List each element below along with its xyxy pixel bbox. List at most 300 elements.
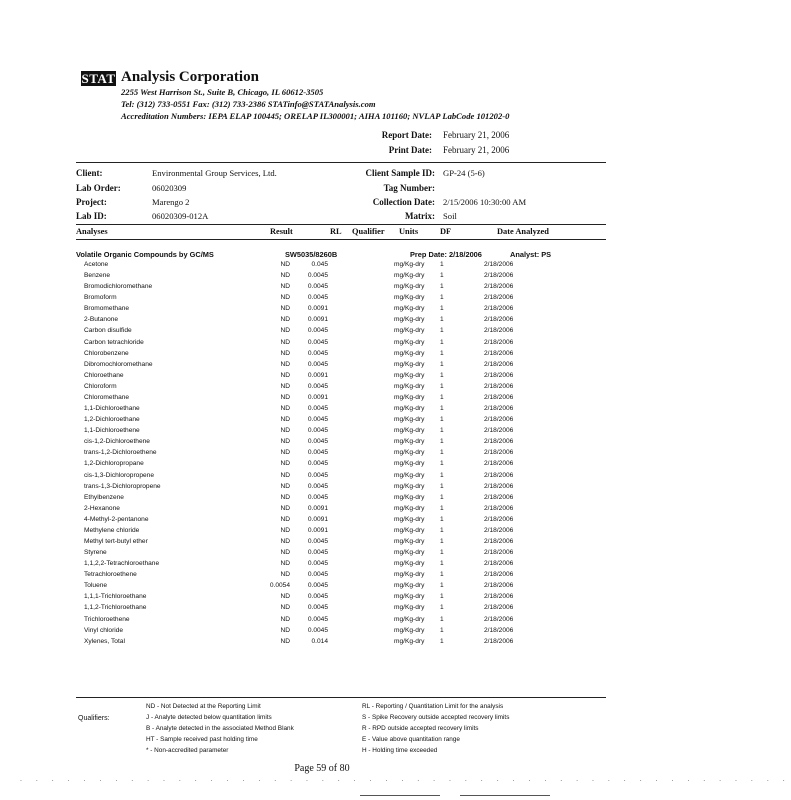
reporting-limit: 0.0091: [307, 393, 328, 401]
result: ND: [280, 405, 290, 413]
result: ND: [280, 637, 290, 645]
col-date-analyzed: Date Analyzed: [497, 227, 549, 236]
analyte-name: Styrene: [84, 549, 107, 557]
dilution-factor: 1: [440, 482, 444, 490]
date-analyzed: 2/18/2006: [484, 449, 514, 457]
reporting-limit: 0.0045: [307, 416, 328, 424]
dilution-factor: 1: [440, 416, 444, 424]
dilution-factor: 1: [440, 327, 444, 335]
reporting-limit: 0.045: [311, 261, 328, 268]
units: mg/Kg-dry: [394, 316, 425, 324]
date-analyzed: 2/18/2006: [484, 571, 514, 579]
units: mg/Kg-dry: [394, 393, 425, 401]
result: ND: [280, 482, 290, 490]
date-analyzed: 2/18/2006: [484, 338, 514, 346]
result: ND: [280, 382, 290, 390]
dilution-factor: 1: [440, 438, 444, 446]
units: mg/Kg-dry: [394, 471, 425, 479]
dilution-factor: 1: [440, 460, 444, 468]
units: mg/Kg-dry: [394, 382, 425, 390]
qualifier-item: E - Value above quantitation range: [362, 736, 460, 743]
table-row: [0, 516, 644, 527]
lab-id-value: 06020309-012A: [152, 211, 209, 221]
reporting-limit: 0.0045: [307, 560, 328, 568]
reporting-limit: 0.0091: [307, 316, 328, 324]
table-row: [0, 571, 644, 582]
units: mg/Kg-dry: [394, 549, 425, 557]
reporting-limit: 0.0091: [307, 371, 328, 379]
analyte-name: trans-1,3-Dichloropropene: [84, 482, 161, 490]
accreditation-numbers: Accreditation Numbers: IEPA ELAP 100445; ORELAP IL300001; AIHA 101160; NVLAP LabCode 101202-0: [121, 111, 510, 121]
result: ND: [280, 515, 290, 523]
analyte-name: 2-Hexanone: [84, 504, 120, 512]
analyte-name: Chlorobenzene: [84, 349, 129, 357]
date-analyzed: 2/18/2006: [484, 637, 514, 645]
reporting-limit: 0.0045: [307, 360, 328, 368]
reporting-limit: 0.0045: [307, 493, 328, 501]
dilution-factor: 1: [440, 294, 444, 302]
qualifier-item: * - Non-accredited parameter: [146, 747, 229, 754]
result: ND: [280, 604, 290, 612]
result: ND: [280, 360, 290, 368]
table-row: [0, 438, 644, 449]
method-code: SW5035/8260B: [285, 250, 338, 259]
analyte-name: 1,1,1-Trichloroethane: [84, 593, 147, 601]
result: ND: [280, 571, 290, 579]
dilution-factor: 1: [440, 615, 444, 623]
dilution-factor: 1: [440, 272, 444, 280]
date-analyzed: 2/18/2006: [484, 416, 514, 424]
dilution-factor: 1: [440, 493, 444, 501]
analyte-name: 2-Butanone: [84, 316, 119, 324]
reporting-limit: 0.0045: [307, 626, 328, 634]
collection-date-value: 2/15/2006 10:30:00 AM: [443, 197, 527, 207]
table-row: [0, 627, 644, 638]
dilution-factor: 1: [440, 571, 444, 579]
dilution-factor: 1: [440, 449, 444, 457]
result: ND: [280, 626, 290, 634]
analyst: Analyst: PS: [510, 250, 552, 259]
units: mg/Kg-dry: [394, 493, 425, 501]
col-units: Units: [399, 227, 419, 236]
table-row: [0, 350, 644, 361]
collection-date-label: Collection Date:: [372, 197, 435, 207]
lab-order-label: Lab Order:: [76, 183, 121, 193]
units: mg/Kg-dry: [394, 349, 425, 357]
col-df: DF: [440, 227, 452, 236]
table-row: [0, 538, 644, 549]
analyte-name: Xylenes, Total: [84, 637, 125, 645]
lab-id-label: Lab ID:: [76, 211, 107, 221]
table-row: [0, 593, 644, 604]
analyte-name: Methyl tert-butyl ether: [84, 538, 148, 545]
units: mg/Kg-dry: [394, 427, 425, 435]
dilution-factor: 1: [440, 582, 444, 590]
analyte-name: 1,1-Dichloroethene: [84, 427, 140, 435]
result: ND: [280, 493, 290, 501]
dilution-factor: 1: [440, 305, 444, 313]
qualifier-item: J - Analyte detected below quantitation limits: [146, 714, 272, 721]
date-analyzed: 2/18/2006: [484, 438, 514, 446]
table-row: [0, 505, 644, 516]
dilution-factor: 1: [440, 338, 444, 346]
units: mg/Kg-dry: [394, 261, 425, 268]
date-analyzed: 2/18/2006: [484, 360, 514, 368]
analyte-name: Trichloroethene: [84, 615, 130, 623]
reporting-limit: 0.0045: [307, 405, 328, 413]
col-qualifier: Qualifier: [352, 227, 385, 236]
reporting-limit: 0.0045: [307, 482, 328, 490]
units: mg/Kg-dry: [394, 515, 425, 523]
col-analyses: Analyses: [76, 227, 108, 236]
result: ND: [280, 294, 290, 302]
reporting-limit: 0.0045: [307, 272, 328, 280]
table-row: [0, 582, 644, 593]
reporting-limit: 0.0091: [307, 305, 328, 313]
analyte-name: 1,2-Dichloroethane: [84, 416, 140, 424]
date-analyzed: 2/18/2006: [484, 582, 514, 590]
page-number: Page 59 of 80: [294, 763, 350, 774]
print-date-value: February 21, 2006: [443, 145, 510, 155]
date-analyzed: 2/18/2006: [484, 515, 514, 523]
analyte-name: Ethylbenzene: [84, 493, 124, 501]
analyte-name: Vinyl chloride: [84, 626, 124, 634]
date-analyzed: 2/18/2006: [484, 604, 514, 612]
date-analyzed: 2/18/2006: [484, 471, 514, 479]
reporting-limit: 0.014: [311, 637, 328, 645]
dilution-factor: 1: [440, 283, 444, 291]
table-row: [0, 416, 644, 427]
date-analyzed: 2/18/2006: [484, 538, 514, 545]
table-row: [0, 316, 644, 327]
tag-number-label: Tag Number:: [383, 183, 435, 193]
dilution-factor: 1: [440, 593, 444, 601]
result: ND: [280, 504, 290, 512]
units: mg/Kg-dry: [394, 504, 425, 512]
date-analyzed: 2/18/2006: [484, 349, 514, 357]
dilution-factor: 1: [440, 261, 444, 268]
table-row: [0, 327, 644, 338]
analyte-name: Bromoform: [84, 294, 117, 302]
qualifier-item: B - Analyte detected in the associated Method Blank: [146, 725, 294, 732]
date-analyzed: 2/18/2006: [484, 560, 514, 568]
date-analyzed: 2/18/2006: [484, 294, 514, 302]
table-row: [0, 361, 644, 372]
dilution-factor: 1: [440, 360, 444, 368]
analyte-name: Chloroethane: [84, 371, 124, 379]
table-row: [0, 339, 644, 350]
units: mg/Kg-dry: [394, 405, 425, 413]
date-analyzed: 2/18/2006: [484, 626, 514, 634]
units: mg/Kg-dry: [394, 305, 425, 313]
date-analyzed: 2/18/2006: [484, 427, 514, 435]
dilution-factor: 1: [440, 526, 444, 534]
analyte-name: Benzene: [84, 272, 111, 280]
date-analyzed: 2/18/2006: [484, 482, 514, 490]
table-row: [0, 604, 644, 615]
units: mg/Kg-dry: [394, 526, 425, 534]
table-row: [0, 527, 644, 538]
print-date-label: Print Date:: [388, 145, 432, 155]
date-analyzed: 2/18/2006: [484, 261, 514, 268]
units: mg/Kg-dry: [394, 571, 425, 579]
matrix-label: Matrix:: [405, 211, 435, 221]
company-name: Analysis Corporation: [121, 69, 259, 85]
analyte-name: Acetone: [84, 261, 109, 268]
result: ND: [280, 471, 290, 479]
prep-date: Prep Date: 2/18/2006: [410, 250, 482, 259]
table-row: [0, 294, 644, 305]
units: mg/Kg-dry: [394, 560, 425, 568]
result: ND: [280, 416, 290, 424]
units: mg/Kg-dry: [394, 538, 425, 545]
reporting-limit: 0.0045: [307, 471, 328, 479]
date-analyzed: 2/18/2006: [484, 549, 514, 557]
date-analyzed: 2/18/2006: [484, 382, 514, 390]
qualifier-item: H - Holding time exceeded: [362, 747, 438, 754]
company-address: 2255 West Harrison St., Suite B, Chicago, IL 60612-3505: [121, 87, 324, 97]
reporting-limit: 0.0045: [307, 382, 328, 390]
units: mg/Kg-dry: [394, 604, 425, 612]
units: mg/Kg-dry: [394, 438, 425, 446]
dilution-factor: 1: [440, 604, 444, 612]
analyte-name: 1,1,2,2-Tetrachloroethane: [84, 560, 160, 568]
units: mg/Kg-dry: [394, 272, 425, 280]
analyte-name: Carbon disulfide: [84, 327, 132, 335]
reporting-limit: 0.0045: [307, 582, 328, 590]
dilution-factor: 1: [440, 538, 444, 545]
dilution-factor: 1: [440, 371, 444, 379]
units: mg/Kg-dry: [394, 371, 425, 379]
scan-artifact-dots: . . . . . . . . . . . . . . . . . . . . . . . . . . . . . . . . . . . . . . . . . . . . . . . . .: [20, 776, 791, 783]
col-result: Result: [270, 227, 293, 236]
client-label: Client:: [76, 168, 103, 178]
dilution-factor: 1: [440, 560, 444, 568]
table-row: [0, 449, 644, 460]
reporting-limit: 0.0045: [307, 538, 328, 545]
table-header-divider: [76, 239, 606, 240]
table-row: [0, 372, 644, 383]
table-row: [0, 638, 644, 649]
footer-line-left: [360, 795, 440, 796]
dilution-factor: 1: [440, 405, 444, 413]
date-analyzed: 2/18/2006: [484, 615, 514, 623]
date-analyzed: 2/18/2006: [484, 305, 514, 313]
result: ND: [280, 305, 290, 313]
reporting-limit: 0.0045: [307, 338, 328, 346]
result: ND: [280, 549, 290, 557]
dilution-factor: 1: [440, 349, 444, 357]
reporting-limit: 0.0045: [307, 427, 328, 435]
reporting-limit: 0.0045: [307, 593, 328, 601]
company-logo: STAT: [81, 71, 116, 86]
analyte-name: Chloroform: [84, 382, 117, 390]
reporting-limit: 0.0045: [307, 349, 328, 357]
result: ND: [280, 560, 290, 568]
project-value: Marengo 2: [152, 197, 190, 207]
result: ND: [280, 615, 290, 623]
date-analyzed: 2/18/2006: [484, 405, 514, 413]
analyte-name: trans-1,2-Dichloroethene: [84, 449, 157, 457]
units: mg/Kg-dry: [394, 294, 425, 302]
units: mg/Kg-dry: [394, 327, 425, 335]
qualifier-item: R - RPD outside accepted recovery limits: [362, 725, 479, 732]
qualifier-item: ND - Not Detected at the Reporting Limit: [146, 703, 261, 710]
units: mg/Kg-dry: [394, 283, 425, 291]
units: mg/Kg-dry: [394, 360, 425, 368]
result: ND: [280, 438, 290, 446]
result: ND: [280, 371, 290, 379]
dilution-factor: 1: [440, 504, 444, 512]
date-analyzed: 2/18/2006: [484, 272, 514, 280]
result: ND: [280, 338, 290, 346]
analyte-name: Tetrachloroethene: [84, 571, 137, 579]
result: ND: [280, 538, 290, 545]
date-analyzed: 2/18/2006: [484, 371, 514, 379]
date-analyzed: 2/18/2006: [484, 504, 514, 512]
result: ND: [280, 427, 290, 435]
dilution-factor: 1: [440, 316, 444, 324]
units: mg/Kg-dry: [394, 482, 425, 490]
method-name: Volatile Organic Compounds by GC/MS: [76, 250, 214, 259]
table-row: [0, 283, 644, 294]
analyte-name: Carbon tetrachloride: [84, 338, 144, 346]
table-row: [0, 483, 644, 494]
analyte-name: cis-1,2-Dichloroethene: [84, 438, 150, 446]
analyte-name: Methylene chloride: [84, 526, 140, 534]
info-divider: [76, 224, 606, 225]
date-analyzed: 2/18/2006: [484, 460, 514, 468]
qualifier-item: S - Spike Recovery outside accepted recovery limits: [362, 714, 510, 721]
matrix-value: Soil: [443, 211, 457, 221]
units: mg/Kg-dry: [394, 416, 425, 424]
reporting-limit: 0.0045: [307, 327, 328, 335]
units: mg/Kg-dry: [394, 460, 425, 468]
reporting-limit: 0.0045: [307, 283, 328, 291]
col-rl: RL: [330, 227, 342, 236]
client-sample-label: Client Sample ID:: [365, 168, 435, 178]
dilution-factor: 1: [440, 427, 444, 435]
result: ND: [280, 261, 290, 268]
units: mg/Kg-dry: [394, 582, 425, 590]
result: ND: [280, 460, 290, 468]
reporting-limit: 0.0045: [307, 571, 328, 579]
reporting-limit: 0.0045: [307, 615, 328, 623]
reporting-limit: 0.0045: [307, 549, 328, 557]
qualifier-item: HT - Sample received past holding time: [146, 736, 258, 743]
reporting-limit: 0.0091: [307, 504, 328, 512]
result: ND: [280, 316, 290, 324]
analyte-name: 4-Methyl-2-pentanone: [84, 515, 149, 523]
units: mg/Kg-dry: [394, 449, 425, 457]
result: ND: [280, 283, 290, 291]
analyte-name: Dibromochloromethane: [84, 360, 153, 368]
table-row: [0, 560, 644, 571]
table-row: [0, 472, 644, 483]
report-date-value: February 21, 2006: [443, 130, 510, 140]
result: ND: [280, 526, 290, 534]
table-row: [0, 616, 644, 627]
result: ND: [280, 272, 290, 280]
project-label: Project:: [76, 197, 107, 207]
analyte-name: 1,1,2-Trichloroethane: [84, 604, 147, 612]
analyte-name: Toluene: [84, 582, 108, 590]
result: ND: [280, 349, 290, 357]
date-analyzed: 2/18/2006: [484, 526, 514, 534]
dilution-factor: 1: [440, 382, 444, 390]
units: mg/Kg-dry: [394, 593, 425, 601]
table-row: [0, 383, 644, 394]
analyte-name: 1,1-Dichloroethane: [84, 405, 140, 413]
qualifier-item: RL - Reporting / Quantitation Limit for the analysis: [362, 703, 504, 710]
reporting-limit: 0.0045: [307, 604, 328, 612]
dilution-factor: 1: [440, 549, 444, 557]
dilution-factor: 1: [440, 515, 444, 523]
result: 0.0054: [269, 582, 290, 590]
dilution-factor: 1: [440, 471, 444, 479]
client-sample-value: GP-24 (5-6): [443, 168, 485, 178]
table-row: [0, 272, 644, 283]
date-analyzed: 2/18/2006: [484, 393, 514, 401]
company-contact: Tel: (312) 733-0551 Fax: (312) 733-2386 STATinfo@STATAnalysis.com: [121, 99, 376, 109]
qualifiers-label: Qualifiers:: [78, 715, 110, 722]
table-row: [0, 427, 644, 438]
method-row: [0, 250, 644, 261]
reporting-limit: 0.0045: [307, 294, 328, 302]
units: mg/Kg-dry: [394, 615, 425, 623]
analyte-name: Chloromethane: [84, 393, 130, 401]
table-row: [0, 549, 644, 560]
date-analyzed: 2/18/2006: [484, 493, 514, 501]
reporting-limit: 0.0045: [307, 438, 328, 446]
units: mg/Kg-dry: [394, 637, 425, 645]
reporting-limit: 0.0091: [307, 526, 328, 534]
header-divider: [76, 162, 606, 163]
client-value: Environmental Group Services, Ltd.: [152, 168, 277, 178]
date-analyzed: 2/18/2006: [484, 593, 514, 601]
dilution-factor: 1: [440, 393, 444, 401]
reporting-limit: 0.0091: [307, 515, 328, 523]
footer-line-right: [460, 795, 550, 796]
table-row: [0, 494, 644, 505]
analyte-name: cis-1,3-Dichloropropene: [84, 471, 155, 479]
qualifier-divider: [76, 697, 606, 698]
analyte-name: Bromodichloromethane: [84, 283, 153, 291]
report-date-label: Report Date:: [381, 130, 432, 140]
analyte-name: 1,2-Dichloropropane: [84, 460, 144, 468]
date-analyzed: 2/18/2006: [484, 327, 514, 335]
lab-order-value: 06020309: [152, 183, 187, 193]
table-row: [0, 261, 644, 272]
result: ND: [280, 449, 290, 457]
analyte-name: Bromomethane: [84, 305, 130, 313]
date-analyzed: 2/18/2006: [484, 283, 514, 291]
units: mg/Kg-dry: [394, 338, 425, 346]
date-analyzed: 2/18/2006: [484, 316, 514, 324]
units: mg/Kg-dry: [394, 626, 425, 634]
table-row: [0, 405, 644, 416]
table-row: [0, 460, 644, 471]
result: ND: [280, 393, 290, 401]
reporting-limit: 0.0045: [307, 449, 328, 457]
dilution-factor: 1: [440, 626, 444, 634]
reporting-limit: 0.0045: [307, 460, 328, 468]
result: ND: [280, 327, 290, 335]
table-row: [0, 305, 644, 316]
table-row: [0, 394, 644, 405]
result: ND: [280, 593, 290, 601]
dilution-factor: 1: [440, 637, 444, 645]
